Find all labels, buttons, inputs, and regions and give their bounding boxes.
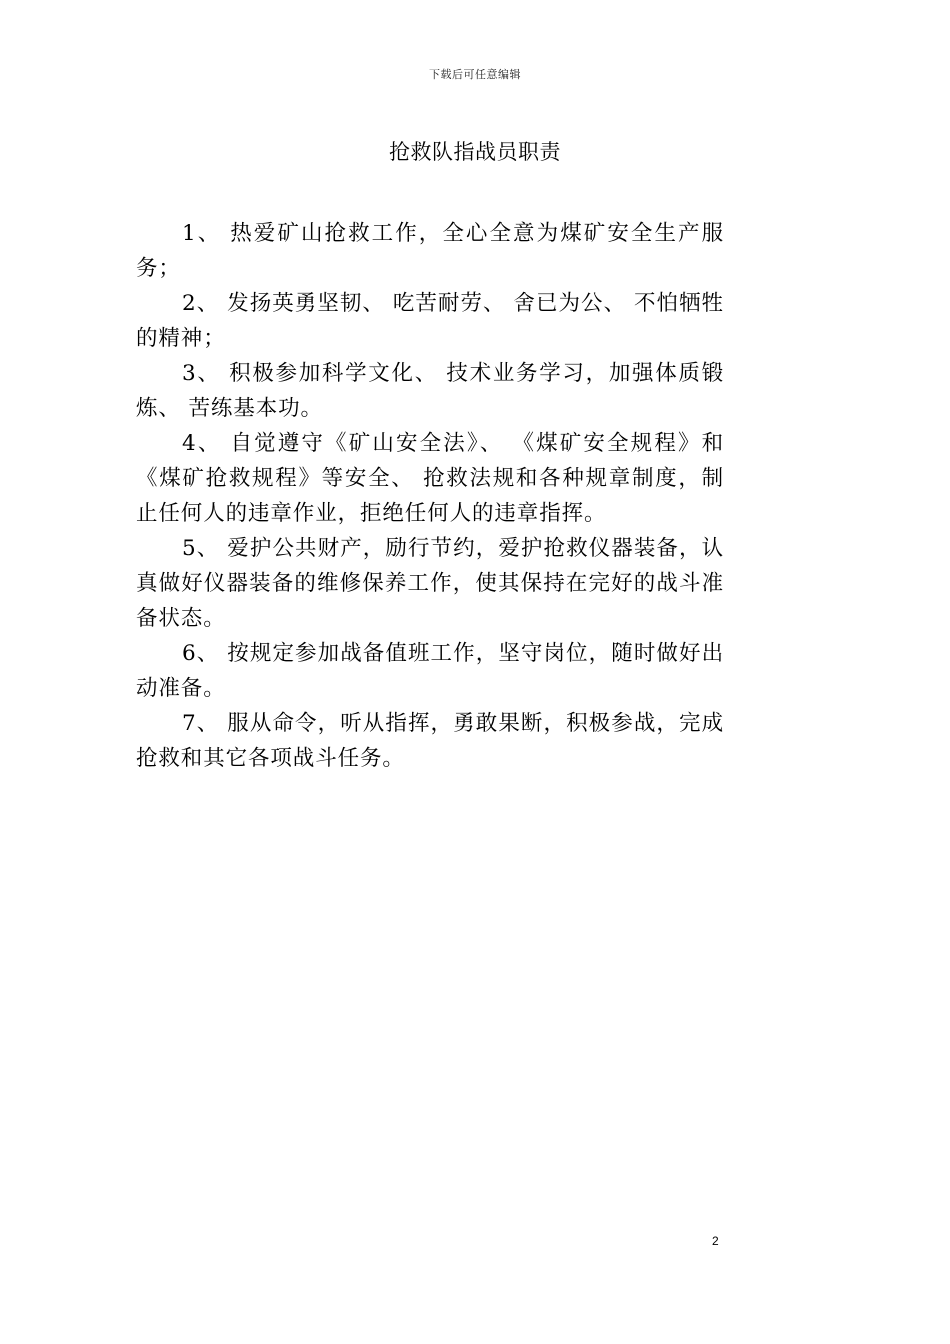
duty-item-1 (136, 216, 724, 286)
duty-item-6 (136, 636, 724, 706)
document-title: 抢救队指战员职责 (389, 140, 561, 164)
duty-item-7 (136, 706, 724, 776)
duty-item-text: 热爱矿山抢救工作，全心全意为煤矿安全生产服务； (136, 221, 725, 281)
duty-item-number: 5、 (182, 536, 220, 561)
duty-item-text: 自觉遵守《矿山安全法》、 《煤矿安全规程》和《煤矿抢救规程》等安全、 抢救法规和各种规章制度，制止任何人的违章作业，拒绝任何人的违章指挥。 (136, 431, 725, 526)
duty-item-number: 1、 (182, 221, 222, 246)
duty-item-text: 发扬英勇坚韧、 吃苦耐劳、 舍已为公、 不怕牺牲的精神； (136, 291, 725, 351)
duty-item-number: 2、 (182, 291, 220, 316)
duty-item-text: 积极参加科学文化、 技术业务学习，加强体质锻炼、 苦练基本功。 (136, 361, 725, 421)
duty-item-4 (136, 426, 724, 531)
duty-item-number: 4、 (182, 431, 222, 456)
duty-list (136, 216, 724, 776)
duty-item-text: 按规定参加战备值班工作，坚守岗位，随时做好出动准备。 (136, 641, 724, 701)
duty-item-text: 爱护公共财产，励行节约，爱护抢救仪器装备，认真做好仪器装备的维修保养工作，使其保持在完好的战斗准备状态。 (136, 536, 724, 631)
duty-item-5 (136, 531, 724, 636)
duty-item-number: 3、 (182, 361, 221, 386)
duty-item-3 (136, 356, 724, 426)
duty-item-2 (136, 286, 724, 356)
duty-item-number: 7、 (182, 711, 220, 736)
header-note: 下载后可任意编辑 (429, 68, 521, 81)
page-number: 2 (712, 1234, 719, 1248)
duty-item-text: 服从命令，听从指挥，勇敢果断，积极参战，完成抢救和其它各项战斗任务。 (136, 711, 724, 771)
duty-item-number: 6、 (182, 641, 220, 666)
